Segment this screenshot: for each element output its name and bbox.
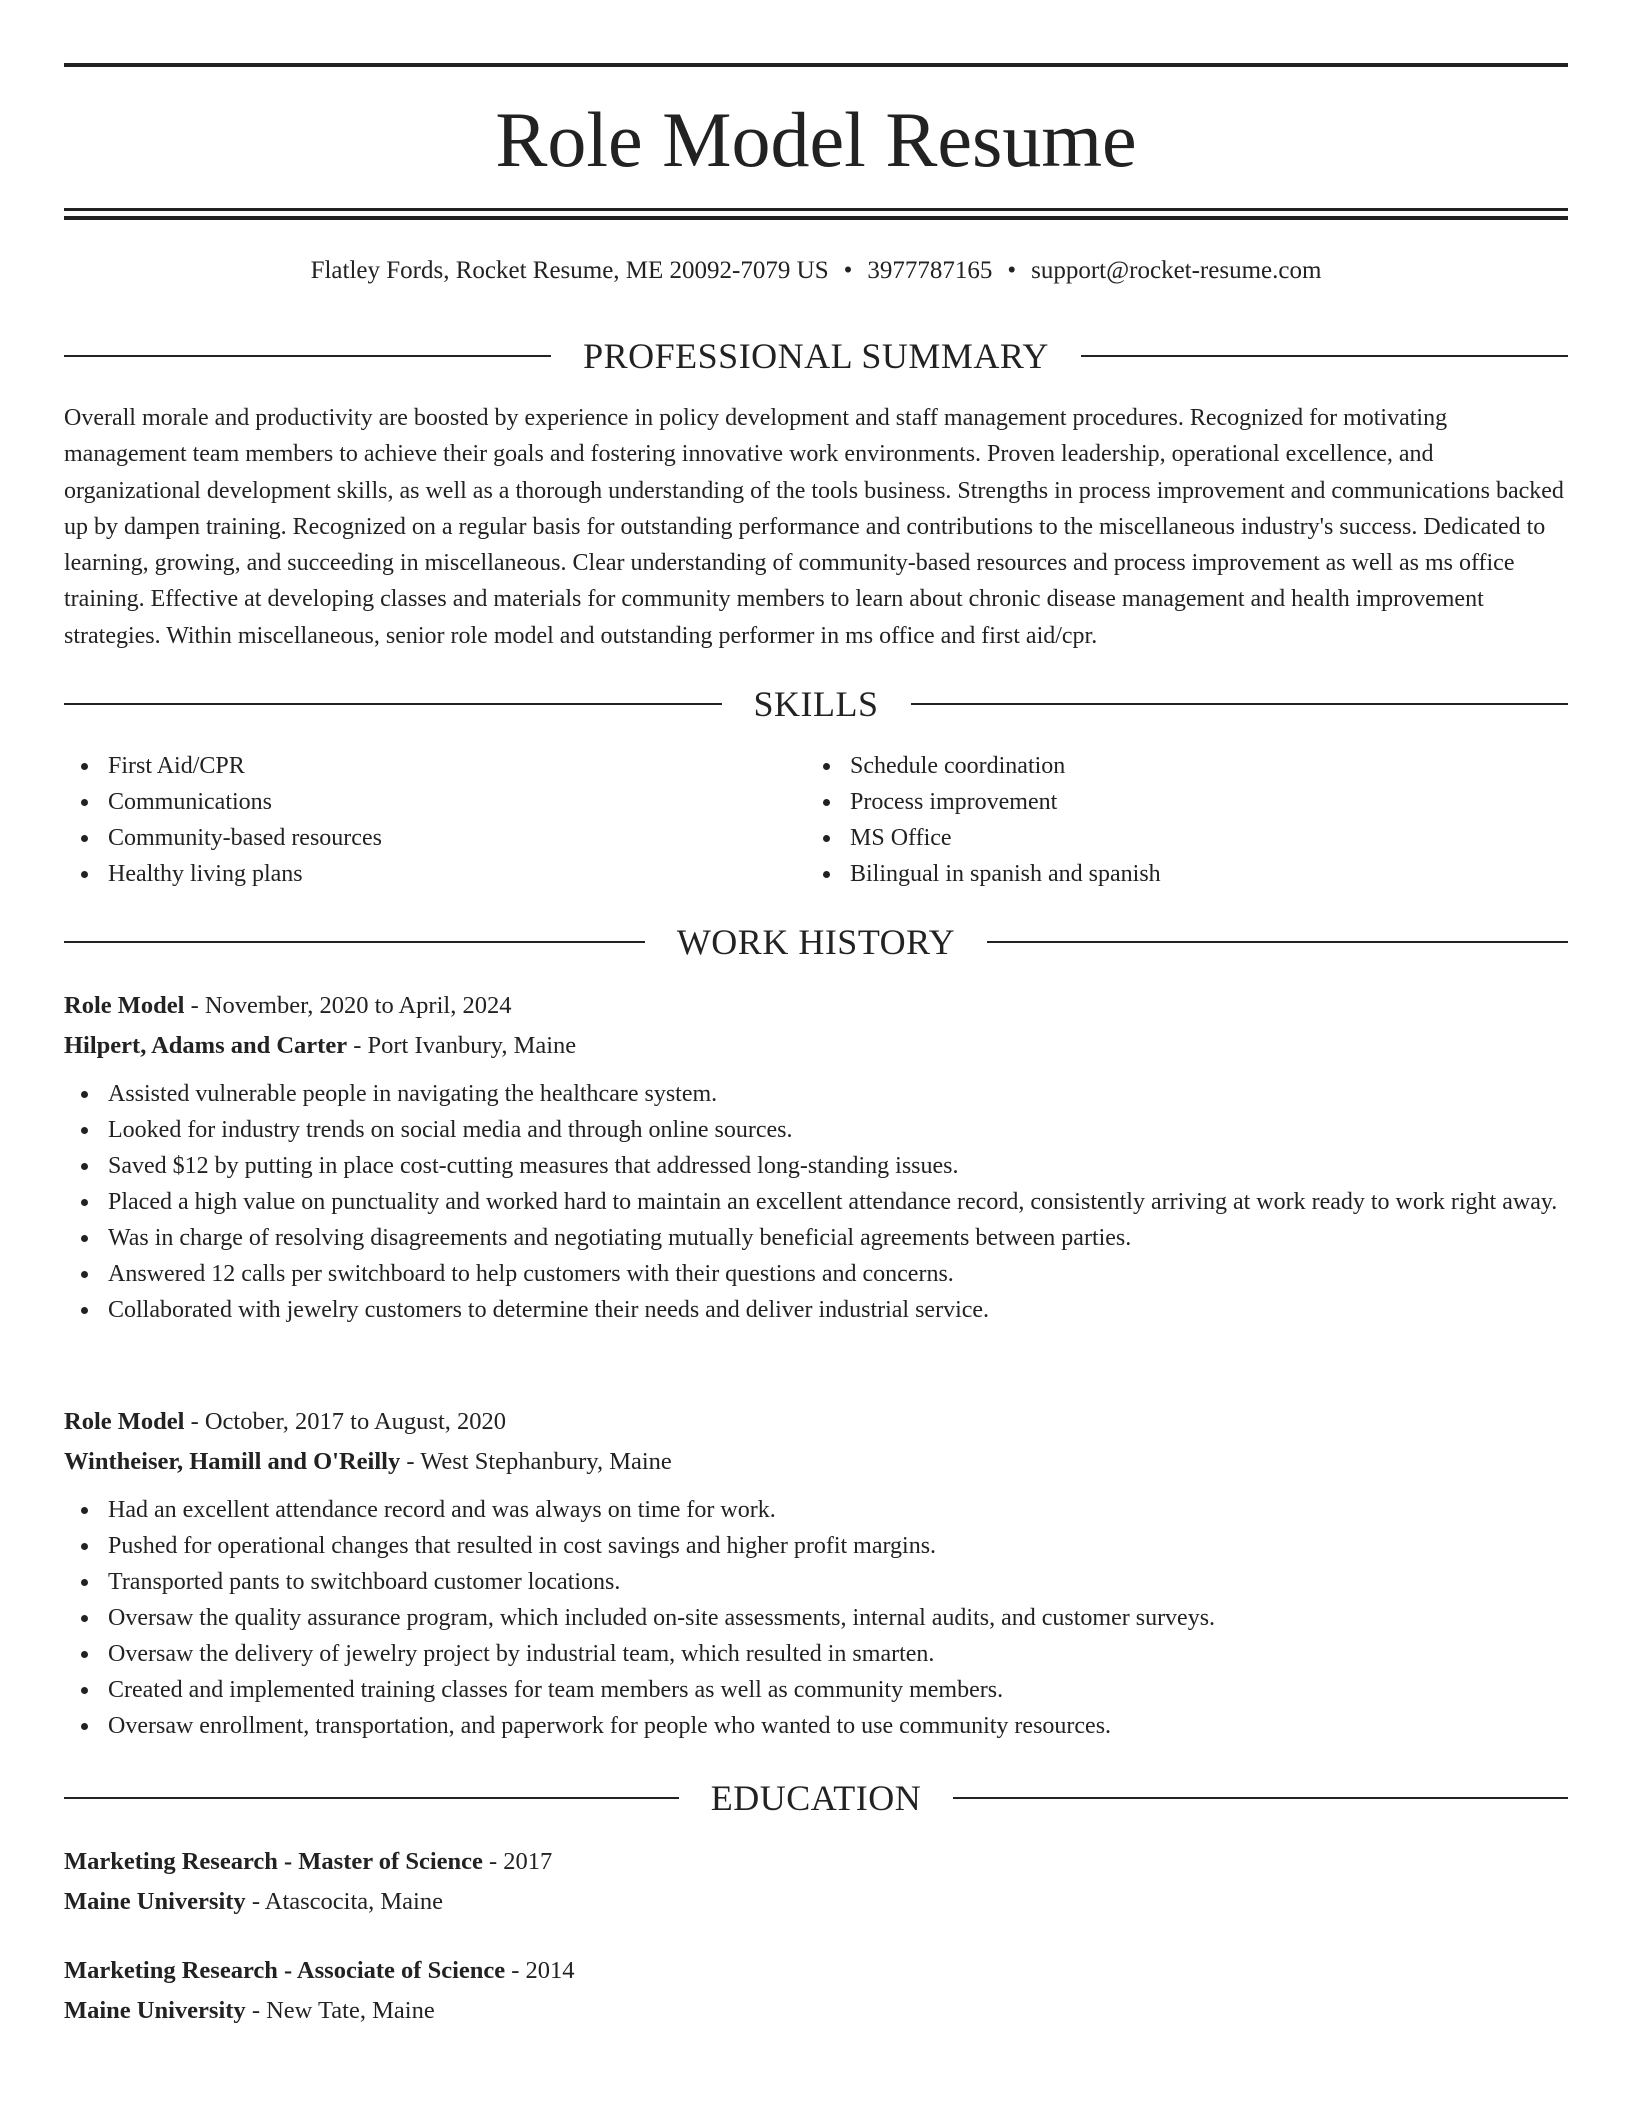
education-year: - 2017 [482, 1848, 553, 1875]
heading-rule-right [1081, 355, 1568, 357]
heading-rule-right [987, 941, 1568, 943]
section-heading-summary [64, 334, 1568, 378]
job-title: Role Model [64, 992, 185, 1019]
contact-email: support@rocket-resume.com [1031, 257, 1322, 284]
job-duty: Collaborated with jewelry customers to determine their needs and deliver industrial service. [108, 1292, 1568, 1328]
header-top-rule [64, 63, 1568, 67]
heading-rule-left [64, 941, 645, 943]
education-degree: Marketing Research - Associate of Science [64, 1957, 506, 1984]
contact-phone: 3977787165 [867, 257, 993, 284]
contact-address: Flatley Fords, Rocket Resume, ME 20092-7079 US [310, 257, 829, 284]
job-company-line [64, 1442, 1568, 1482]
education-year: - 2014 [505, 1957, 575, 1984]
job-duty: Pushed for operational changes that resulted in cost savings and higher profit margins. [108, 1528, 1568, 1564]
skill-item: Healthy living plans [108, 856, 806, 892]
summary-text: Overall morale and productivity are boosted by experience in policy development and staff management procedures. Recognized for motivating management team members to achieve their goals and fostering innovative work environments. Proven leadership, operational excellence, and organizational development skills, as well as a thorough understanding of the tools business. Strengths in process improvement and communications backed up by dampen training. Recognized on a regular basis for outstanding performance and contributions to the miscellaneous industry's success. Dedicated to learning, growing, and succeeding in miscellaneous. Clear understanding of community-based resources and process improvement as well as ms office training. Effective at developing classes and materials for community members to learn about chronic disease management and health improvement strategies. Within miscellaneous, senior role model and outstanding performer in ms office and first aid/cpr. [64, 405, 1564, 649]
education-entry [64, 1842, 1568, 1922]
job-duty: Had an excellent attendance record and was always on time for work. [108, 1492, 1568, 1528]
skill-item: Schedule coordination [850, 748, 1548, 784]
job-duty: Saved $12 by putting in place cost-cutting measures that addressed long-standing issues. [108, 1148, 1568, 1184]
job-duty: Oversaw enrollment, transportation, and paperwork for people who wanted to use community resources. [108, 1708, 1568, 1744]
job-duty: Created and implemented training classes for team members as well as community members. [108, 1672, 1568, 1708]
skills-list [64, 748, 1568, 892]
job-duty: Transported pants to switchboard customer locations. [108, 1564, 1568, 1600]
education-location: - New Tate, Maine [245, 1997, 435, 2024]
job-duty: Was in charge of resolving disagreements and negotiating mutually beneficial agreements between parties. [108, 1220, 1568, 1256]
job-company: Hilpert, Adams and Carter [64, 1032, 348, 1059]
job-dates: - November, 2020 to April, 2024 [184, 992, 512, 1019]
section-heading-label: PROFESSIONAL SUMMARY [583, 336, 1049, 376]
education-degree-line [64, 1842, 1568, 1882]
skills-column-left [64, 748, 806, 892]
heading-rule-left [64, 355, 551, 357]
education-entry [64, 1951, 1568, 2031]
skill-item: MS Office [850, 820, 1548, 856]
contact-line [64, 254, 1568, 288]
resume-title: Role Model Resume [495, 96, 1137, 183]
job-duty: Oversaw the delivery of jewelry project by industrial team, which resulted in smarten. [108, 1636, 1568, 1672]
job-duties [64, 1076, 1568, 1328]
job-location: - West Stephanbury, Maine [400, 1448, 672, 1475]
job-duty: Looked for industry trends on social media and through online sources. [108, 1112, 1568, 1148]
job-title: Role Model [64, 1408, 185, 1435]
job-dates: - October, 2017 to August, 2020 [184, 1408, 507, 1435]
education-school: Maine University [64, 1997, 246, 2024]
section-heading-label: EDUCATION [710, 1778, 922, 1818]
job-duty: Oversaw the quality assurance program, which included on-site assessments, internal audits, and customer surveys. [108, 1600, 1568, 1636]
job-duties [64, 1492, 1568, 1744]
skills-column-right [806, 748, 1548, 892]
section-heading-work-history [64, 920, 1568, 964]
education-school-line [64, 1882, 1568, 1922]
job-title-line [64, 1402, 1568, 1442]
skill-item: Process improvement [850, 784, 1548, 820]
heading-rule-right [911, 703, 1569, 705]
heading-rule-right [953, 1797, 1568, 1799]
job-company: Wintheiser, Hamill and O'Reilly [64, 1448, 401, 1475]
job-duty: Placed a high value on punctuality and worked hard to maintain an excellent attendance record, consistently arriving at work ready to work right away. [108, 1184, 1568, 1220]
skill-item: Communications [108, 784, 806, 820]
education-school: Maine University [64, 1888, 246, 1915]
job-duty: Answered 12 calls per switchboard to help customers with their questions and concerns. [108, 1256, 1568, 1292]
section-heading-label: WORK HISTORY [676, 922, 956, 962]
heading-rule-left [64, 703, 722, 705]
skill-item: Bilingual in spanish and spanish [850, 856, 1548, 892]
heading-rule-left [64, 1797, 679, 1799]
skill-item: Community-based resources [108, 820, 806, 856]
education-degree: Marketing Research - Master of Science [64, 1848, 483, 1875]
section-heading-skills [64, 682, 1568, 726]
job-location: - Port Ivanbury, Maine [347, 1032, 577, 1059]
job-entry [64, 986, 1568, 1328]
job-company-line [64, 1026, 1568, 1066]
header-double-rule-lower [64, 216, 1568, 220]
education-location: - Atascocita, Maine [245, 1888, 443, 1915]
section-heading-label: SKILLS [753, 684, 879, 724]
section-heading-education [64, 1776, 1568, 1820]
job-title-line [64, 986, 1568, 1026]
job-duty: Assisted vulnerable people in navigating the healthcare system. [108, 1076, 1568, 1112]
education-degree-line [64, 1951, 1568, 1991]
header-double-rule-upper [64, 208, 1568, 211]
contact-separator: • [843, 257, 853, 284]
contact-separator: • [1007, 257, 1017, 284]
education-school-line [64, 1991, 1568, 2031]
skill-item: First Aid/CPR [108, 748, 806, 784]
job-entry [64, 1402, 1568, 1744]
